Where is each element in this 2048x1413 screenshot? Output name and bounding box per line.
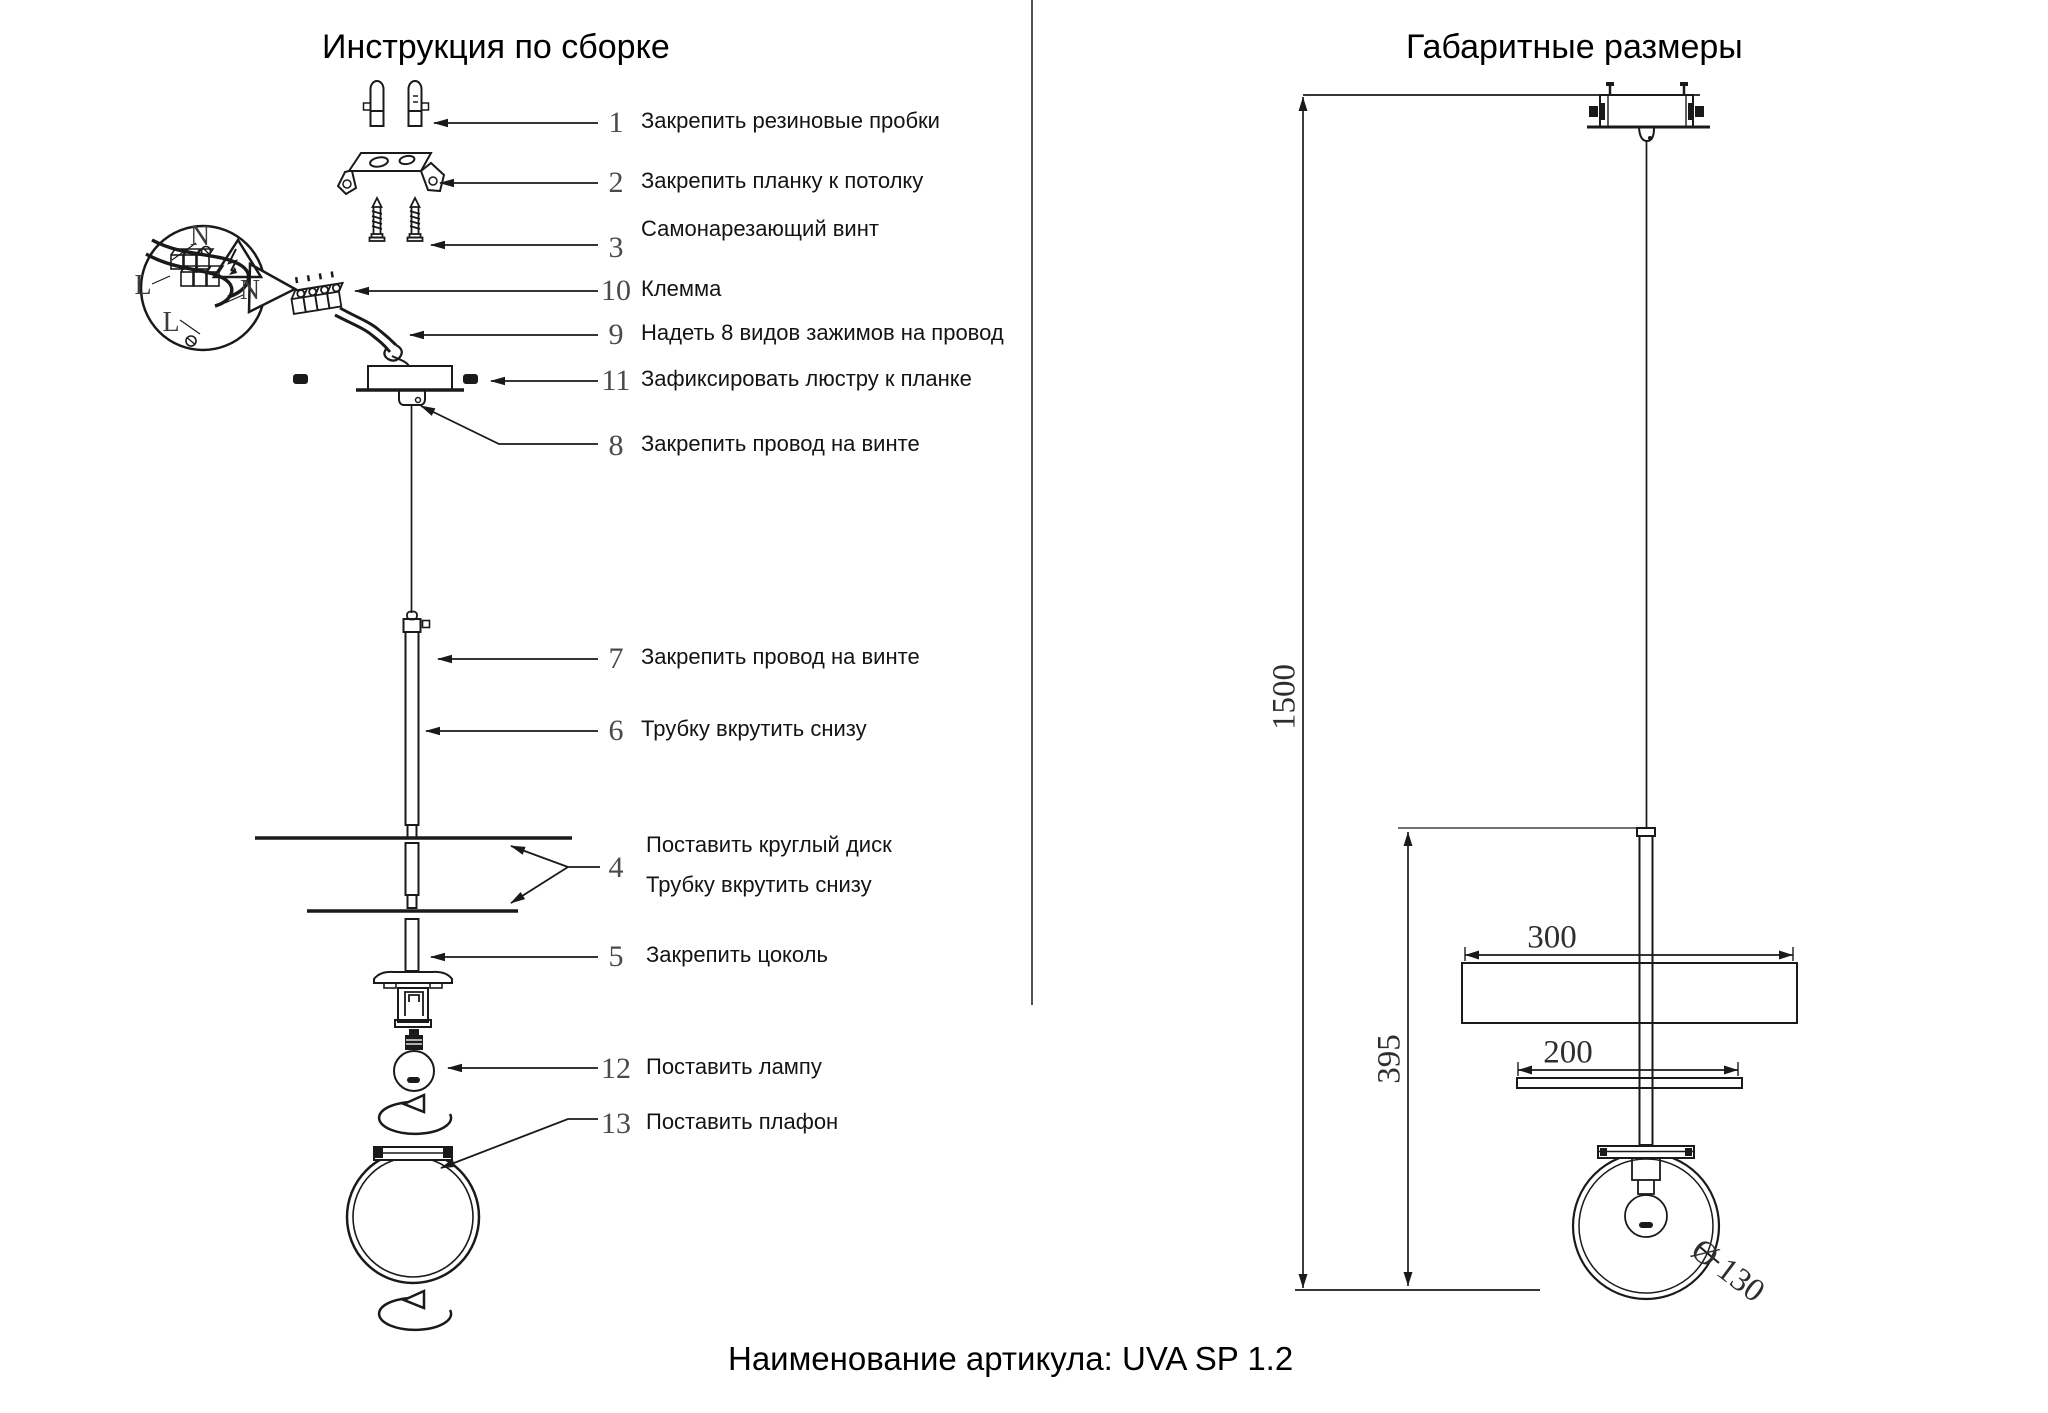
wire-connector (404, 612, 430, 633)
dimension-drawing (1295, 82, 1797, 1299)
step-number-11: 11 (601, 364, 631, 397)
side-bolt-left (294, 375, 307, 383)
step-label-7: Закрепить провод на винте (641, 644, 920, 669)
step-number-7: 7 (608, 642, 624, 675)
canopy (294, 366, 477, 405)
socket-holder (374, 972, 452, 1027)
step-label-6: Трубку вкрутить снизу (641, 716, 867, 741)
step-number-1: 1 (608, 106, 624, 139)
disk-large (1462, 963, 1797, 1023)
left-title: Инструкция по сборке (322, 28, 670, 66)
dim-pendant-height: 395 (1371, 1034, 1408, 1084)
right-title: Габаритные размеры (1406, 28, 1743, 66)
ceiling-bracket (338, 153, 444, 194)
step-number-12: 12 (601, 1052, 631, 1085)
step-label-12: Поставить лампу (646, 1054, 822, 1079)
step-number-13: 13 (601, 1107, 631, 1140)
light-bulb (394, 1030, 434, 1091)
step-label-11: Зафиксировать люстру к планке (641, 366, 972, 391)
wire-label-l-bottom: L (162, 307, 180, 338)
step-label-3: Самонарезающий винт (641, 216, 879, 241)
step-number-10: 10 (601, 274, 631, 307)
wire-label-n-top: N (189, 221, 211, 252)
wire-label-l-left: L (134, 270, 152, 301)
wall-plugs (364, 81, 429, 126)
rotate-arrow-icon (379, 1291, 451, 1330)
step-label-10: Клемма (641, 276, 722, 301)
terminal-block (288, 270, 409, 366)
rotate-arrow-icon (379, 1095, 451, 1134)
tube-lower (406, 919, 419, 971)
leader-lines (355, 123, 600, 1168)
tube-upper (406, 632, 419, 838)
article-caption: Наименование артикула: UVA SP 1.2 (728, 1340, 1294, 1377)
step-label-13: Поставить плафон (646, 1109, 839, 1134)
step-label-4b: Трубку вкрутить снизу (646, 872, 872, 897)
step-label-2: Закрепить планку к потолку (641, 168, 924, 193)
globe-shade-dim (1573, 1146, 1719, 1299)
step-number-4: 4 (608, 851, 624, 884)
step-number-8: 8 (608, 429, 624, 462)
screws (370, 198, 423, 241)
side-bolt-right (464, 375, 477, 383)
step-number-5: 5 (608, 940, 624, 973)
step-label-8: Закрепить провод на винте (641, 431, 920, 456)
plate-bolts (1589, 82, 1704, 120)
step-number-9: 9 (608, 318, 624, 351)
step-label-1: Закрепить резиновые пробки (641, 108, 940, 133)
dim-overall-height: 1500 (1266, 664, 1303, 730)
dim-disk-small: 200 (1543, 1034, 1593, 1071)
step-number-6: 6 (608, 714, 624, 747)
step-label-9: Надеть 8 видов зажимов на провод (641, 320, 1004, 345)
dim-shade-diameter: Ø 130 (1684, 1232, 1772, 1310)
step-number-3: 3 (608, 231, 624, 264)
step-label-4a: Поставить круглый диск (646, 832, 892, 857)
tube-middle (406, 843, 419, 908)
step-label-5: Закрепить цоколь (646, 942, 828, 967)
hanging-hook (1639, 128, 1654, 141)
wire-label-n-right: N (239, 275, 261, 306)
disk-small (1517, 1078, 1742, 1088)
step-number-2: 2 (608, 166, 624, 199)
globe-shade (347, 1147, 479, 1283)
dim-disk-large: 300 (1527, 919, 1577, 956)
